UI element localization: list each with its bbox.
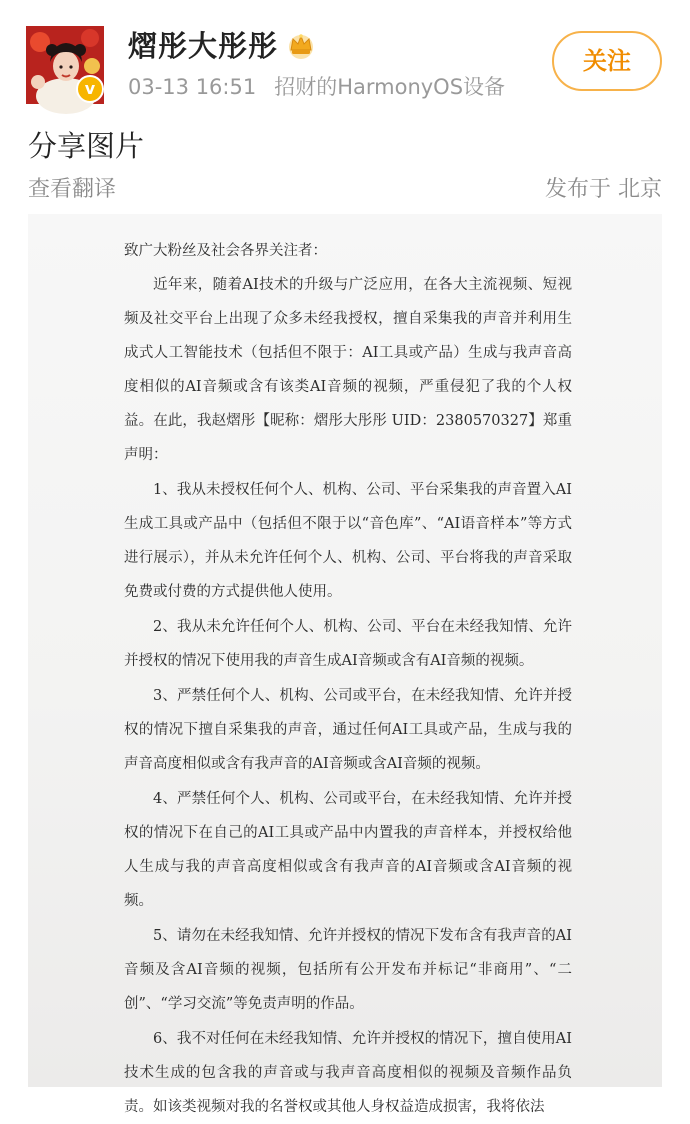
doc-intro: 近年来，随着AI技术的升级与广泛应用，在各大主流视频、短视频及社交平台上出现了众多未经我授权，擅自采集我的声音并利用生成式人工智能技术（包括但不限于：AI工具或产品）生成与我声音高度相似的AI音频或含有该类AI音频的视频，严重侵犯了我的个人权益。在此，我赵熠彤【昵称：熠彤大彤彤 UID：2380570327】郑重声明：: [124, 277, 572, 463]
crown-icon: [286, 30, 316, 60]
doc-item: 1、我从未授权任何个人、机构、公司、平台采集我的声音置入AI生成工具或产品中（包括但不限于以“音色库”、“AI语音样本”等方式进行展示），并从未允许任何个人、机构、公司、平台将我的声音采取免费或付费的方式提供他人使用。: [124, 482, 572, 600]
doc-salutation: 致广大粉丝及社会各界关注者：: [124, 243, 327, 259]
doc-item: 6、我不对任何在未经我知情、允许并授权的情况下，擅自使用AI技术生成的包含我的声音或与我声音高度相似的视频及音频作品负责。如该类视频对我的名誉权或其他人身权益造成损害，我将依法: [124, 1031, 572, 1115]
translate-link[interactable]: 查看翻译: [28, 177, 117, 202]
verified-badge-icon: v: [76, 75, 104, 103]
doc-item: 2、我从未允许任何个人、机构、公司、平台在未经我知情、允许并授权的情况下使用我的声音生成AI音频或含有AI音频的视频。: [124, 619, 572, 669]
statement-document: [124, 234, 572, 1124]
username[interactable]: 熠彤大彤彤: [128, 29, 279, 63]
attached-image[interactable]: [28, 214, 662, 1115]
post-header: [0, 0, 690, 120]
doc-item: 3、严禁任何个人、机构、公司或平台，在未经我知情、允许并授权的情况下擅自采集我的声音，通过任何AI工具或产品，生成与我的声音高度相似或含有我声音的AI音频或含AI音频的视频。: [124, 688, 572, 772]
doc-item: 4、严禁任何个人、机构、公司或平台，在未经我知情、允许并授权的情况下在自己的AI工具或产品中内置我的声音样本，并授权给他人生成与我的声音高度相似或含有我声音的AI音频或含AI音频的视频。: [124, 791, 572, 909]
post-meta: [128, 73, 505, 101]
post-source: 招财的HarmonyOS设备: [274, 75, 506, 99]
doc-item: 5、请勿在未经我知情、允许并授权的情况下发布含有我声音的AI音频及含AI音频的视频，包括所有公开发布并标记“非商用”、“二创”、“学习交流”等免责声明的作品。: [124, 928, 572, 1012]
post-text: 分享图片: [28, 129, 145, 163]
follow-button[interactable]: 关注: [552, 31, 662, 91]
post-location: 发布于 北京: [545, 177, 662, 202]
post-time: 03-13 16:51: [128, 75, 257, 99]
